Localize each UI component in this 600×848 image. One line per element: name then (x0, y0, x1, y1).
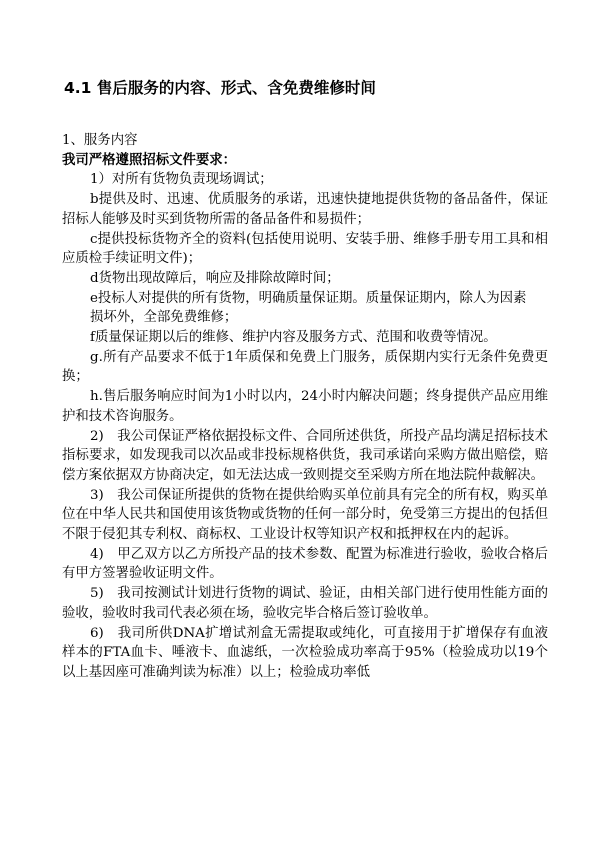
paragraph-h: h.售后服务响应时间为1小时以内，24小时内解决问题；终身提供产品应用维护和技术咨询服务。 (62, 389, 548, 424)
paragraph-d: d货物出现故障后，响应及排除故障时间； (90, 270, 340, 286)
paragraph-e-cont: 损坏外，全部免费维修； (90, 310, 238, 326)
paragraph-g: g.所有产品要求不低于1年质保和免费上门服务，质保期内实行无条件免费更换； (62, 349, 548, 385)
body-text (62, 131, 548, 683)
paragraph-3: 3) 我公司保证所提供的货物在提供给购买单位前具有完全的所有权，购买单位在中华人民共和国使用该货物或货物的任何一部分时，免受第三方提出的包括但不限于侵犯其专利权、商标权、工业设计权等知识产权和抵押权在内的起诉。 (62, 487, 548, 543)
paragraph-b: b提供及时、迅速、优质服务的承诺，迅速快捷地提供货物的备品备件，保证招标人能够及时买到货物所需的备品备件和易损件； (62, 192, 548, 227)
paragraph-4: 4) 甲乙双方以乙方所投产品的技术参数、配置为标准进行验收，验收合格后有甲方签署验收证明文件。 (62, 546, 548, 582)
paragraph-c: c提供投标货物齐全的资料(包括使用说明、安装手册、维修手册专用工具和相应质检手续证明文件)； (62, 231, 548, 267)
paragraph-e: e投标人对提供的所有货物，明确质量保证期。质量保证期内，除人为因素 (90, 290, 527, 306)
section-label: 1、服务内容 (62, 133, 138, 148)
section-heading: 4.1 售后服务的内容、形式、含免费维修时间 (64, 79, 376, 97)
paragraph-6: 6) 我司所供DNA扩增试剂盒无需提取或纯化，可直接用于扩增保存有血液样本的FTA血卡、唾液卡、血滤纸，一次检验成功率高于95%（检验成功以19个以上基因座可准确判读为标准）以上；检验成功率低 (62, 625, 548, 680)
paragraph-5: 5) 我司按测试计划进行货物的调试、验证，由相关部门进行使用性能方面的验收，验收时我司代表必须在场，验收完毕合格后签订验收单。 (62, 586, 548, 621)
paragraph-2: 2) 我公司保证严格依据投标文件、合同所述供货，所投产品均满足招标技术指标要求，如发现我司以次品或非投标规格供货，我司承诺向采购方做出赔偿，赔偿方案依据双方协商决定，如无法达成一致则提交至采购方所在地法院仲裁解决。 (62, 428, 548, 483)
intro-line: 我司严格遵照招标文件要求： (62, 151, 237, 168)
paragraph-f: f质量保证期以后的维修、维护内容及服务方式、范围和收费等情况。 (90, 330, 497, 346)
paragraph-1: 1）对所有货物负责现场调试； (90, 172, 273, 188)
